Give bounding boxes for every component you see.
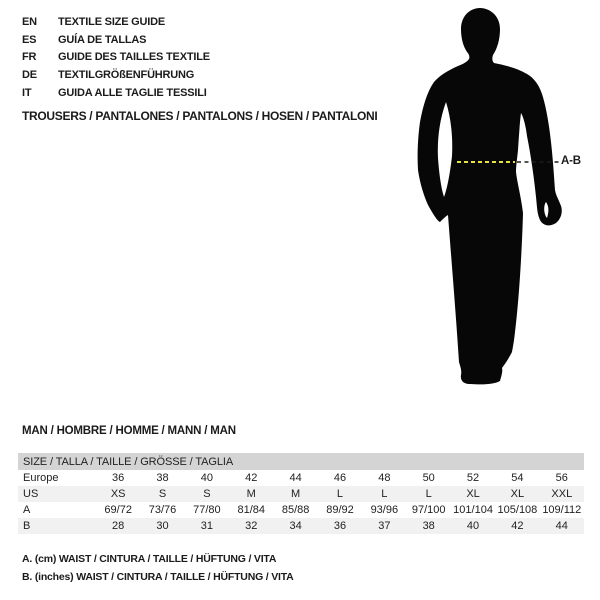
table-cell: 38: [156, 472, 169, 484]
table-row: [18, 502, 584, 518]
table-cell: 37: [378, 520, 391, 532]
table-cell: 56: [555, 472, 568, 484]
table-cell: 31: [200, 520, 214, 532]
measure-notes: [22, 550, 294, 586]
table-cell: M: [291, 488, 301, 500]
gender-title: MAN / HOMBRE / HOMME / MANN / MAN: [22, 425, 236, 437]
language-code: EN: [22, 15, 37, 28]
measure-label: A-B: [561, 155, 581, 167]
language-code: FR: [22, 51, 37, 64]
size-table-body: [18, 470, 584, 534]
table-cell: 30: [156, 520, 169, 532]
language-label: GUIDA ALLE TAGLIE TESSILI: [58, 86, 207, 99]
table-cell: XL: [466, 488, 480, 500]
man-silhouette: [400, 0, 580, 400]
table-cell: 46: [333, 472, 347, 484]
table-cell: 73/76: [148, 504, 177, 516]
table-cell: 36: [333, 520, 347, 532]
table-cell: 38: [422, 520, 435, 532]
man-silhouette-shape: [418, 8, 562, 384]
table-cell: 54: [511, 472, 524, 484]
table-cell: 48: [378, 472, 391, 484]
table-cell: 40: [200, 472, 214, 484]
table-cell: M: [246, 488, 256, 500]
language-row: [22, 66, 210, 84]
table-cell: 81/84: [237, 504, 266, 516]
size-table: [18, 453, 584, 534]
table-cell: 36: [112, 472, 125, 484]
garment-title: TROUSERS / PANTALONES / PANTALONS / HOSEN / PANTALONI: [22, 109, 378, 123]
language-code: IT: [22, 86, 32, 99]
table-cell: 52: [466, 472, 480, 484]
size-note: B. (inches) WAIST / CINTURA / TAILLE / HÜFTUNG / VITA: [22, 570, 294, 583]
table-cell: 40: [466, 520, 480, 532]
language-label: GUÍA DE TALLAS: [58, 33, 147, 46]
table-cell: 69/72: [104, 504, 132, 516]
row-label: A: [23, 504, 31, 516]
row-label: B: [23, 520, 31, 532]
table-cell: 89/92: [326, 504, 354, 516]
table-row: [18, 470, 584, 486]
table-row: [18, 518, 584, 534]
table-cell: XXL: [551, 488, 573, 500]
table-cell: S: [203, 488, 211, 500]
table-row: [18, 486, 584, 502]
table-cell: 105/108: [497, 504, 538, 516]
table-cell: 97/100: [411, 504, 446, 516]
table-cell: 93/96: [370, 504, 399, 516]
table-cell: 101/104: [453, 504, 493, 516]
table-cell: 44: [555, 520, 568, 532]
table-cell: 77/80: [193, 504, 221, 516]
table-cell: 109/112: [542, 504, 582, 516]
row-label: Europe: [23, 472, 59, 484]
table-cell: L: [425, 488, 432, 500]
table-cell: 32: [245, 520, 258, 532]
size-table-header-row: [18, 453, 584, 470]
language-row: [22, 48, 210, 66]
language-label: TEXTILGRÖßENFÜHRUNG: [58, 68, 195, 81]
table-cell: XS: [110, 488, 126, 500]
language-label: GUIDE DES TAILLES TEXTILE: [58, 51, 210, 64]
language-row: [22, 31, 210, 49]
table-cell: L: [381, 488, 388, 500]
table-cell: 50: [422, 472, 435, 484]
language-code: DE: [22, 68, 37, 81]
table-cell: L: [336, 488, 344, 500]
table-cell: S: [158, 488, 167, 500]
table-cell: 42: [511, 520, 524, 532]
table-cell: 34: [289, 520, 302, 532]
language-list: [22, 13, 210, 101]
table-cell: 28: [112, 520, 125, 532]
table-cell: 44: [289, 472, 302, 484]
row-label: US: [23, 488, 39, 500]
language-code: ES: [22, 33, 37, 46]
table-cell: 85/88: [281, 504, 310, 516]
man-figure: [400, 0, 580, 400]
table-cell: 42: [245, 472, 258, 484]
size-note: A. (cm) WAIST / CINTURA / TAILLE / HÜFTUNG / VITA: [22, 552, 277, 565]
table-cell: XL: [510, 488, 525, 500]
size-table-header: SIZE / TALLA / TAILLE / GRÖSSE / TAGLIA: [18, 453, 584, 470]
language-row: [22, 13, 210, 31]
language-row: [22, 84, 210, 102]
language-label: TEXTILE SIZE GUIDE: [58, 15, 166, 28]
